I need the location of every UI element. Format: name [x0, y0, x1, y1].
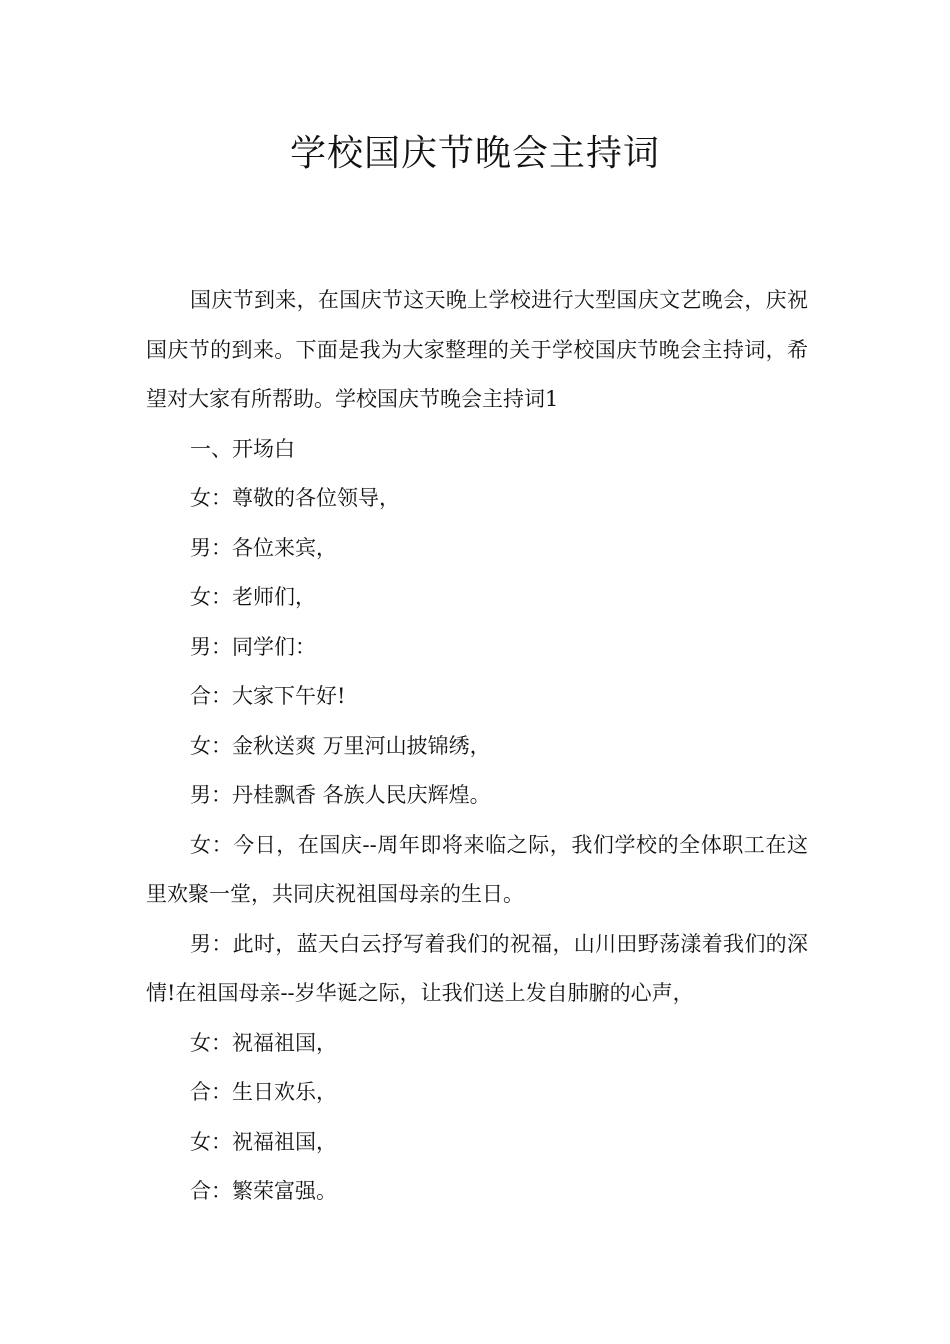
paragraph-dialogue: 男：各位来宾，	[190, 535, 337, 560]
paragraph-intro: 国庆节到来，在国庆节这天晚上学校进行大型国庆文艺晚会，庆祝国庆节的到来。下面是我为大家整理的关于学校国庆节晚会主持词，希望对大家有所帮助。学校国庆节晚会主持词1	[146, 288, 808, 411]
paragraph-section-heading: 一、开场白	[190, 436, 295, 461]
paragraph-dialogue: 合：繁荣富强。	[190, 1179, 337, 1203]
document-body	[146, 276, 808, 1217]
paragraph-dialogue: 女：老师们，	[190, 585, 316, 609]
paragraph-dialogue: 合：大家下午好!	[190, 684, 346, 708]
document-title: 学校国庆节晚会主持词	[289, 133, 660, 174]
paragraph-dialogue: 合：生日欢乐，	[190, 1080, 337, 1104]
paragraph-dialogue: 女：尊敬的各位领导，	[190, 486, 400, 510]
paragraph-dialogue: 女：祝福祖国，	[190, 1030, 337, 1055]
paragraph-dialogue: 女：金秋送爽 万里河山披锦绣，	[190, 733, 491, 758]
paragraph-dialogue: 女：今日，在国庆--周年即将来临之际，我们学校的全体职工在这里欢聚一堂，共同庆祝祖国母亲的生日。	[146, 832, 808, 906]
paragraph-dialogue: 男：丹桂飘香 各族人民庆辉煌。	[190, 783, 491, 807]
paragraph-dialogue: 男：此时，蓝天白云抒写着我们的祝福，山川田野荡漾着我们的深情!在祖国母亲--岁华诞之际，让我们送上发自肺腑的心声，	[146, 931, 808, 1005]
paragraph-dialogue: 女：祝福祖国，	[190, 1129, 337, 1154]
paragraph-dialogue: 男：同学们：	[190, 634, 316, 659]
